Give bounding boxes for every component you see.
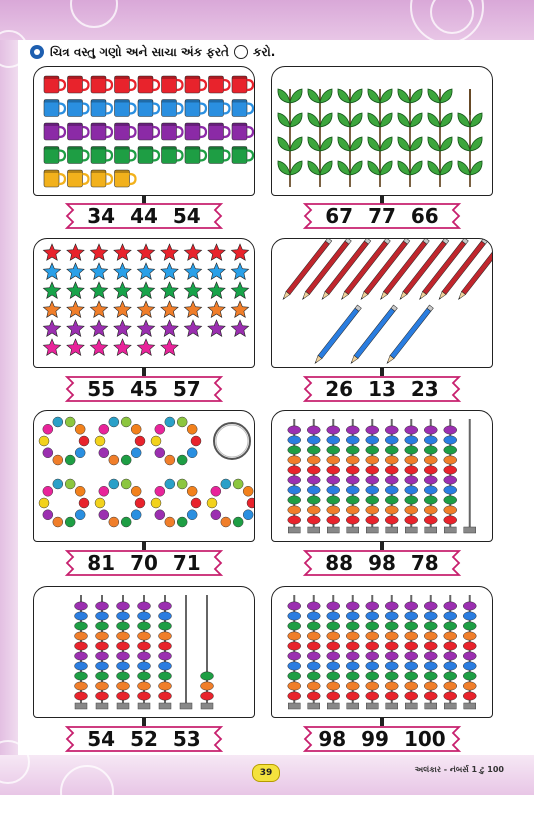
exercise-1-options bbox=[61, 202, 227, 230]
bead-rings-illustration bbox=[34, 411, 254, 541]
option-3[interactable]: 78 bbox=[410, 551, 439, 575]
option-2[interactable]: 52 bbox=[130, 727, 158, 751]
exercise-4-picture bbox=[271, 238, 493, 368]
option-2[interactable]: 98 bbox=[368, 551, 396, 575]
abacus-illustration bbox=[272, 587, 492, 717]
instruction-text: ચિત્ર વસ્તુ ગણો અને સાચા અંક ફરતે bbox=[50, 44, 230, 59]
exercise-8-picture bbox=[271, 586, 493, 718]
exercise-1-picture bbox=[33, 66, 255, 196]
page-number: 39 bbox=[252, 764, 280, 782]
book-title: અલંકાર - નંબર્સ 1 ટુ 100 bbox=[414, 765, 504, 774]
option-3[interactable]: 100 bbox=[403, 727, 446, 751]
cups-illustration bbox=[34, 67, 254, 195]
option-1[interactable]: 55 bbox=[87, 377, 116, 401]
abacus-illustration bbox=[34, 587, 254, 717]
exercise-3-picture bbox=[33, 238, 255, 368]
exercise-6-options bbox=[299, 549, 465, 577]
exercise-7-picture bbox=[33, 586, 255, 718]
exercise-5-picture bbox=[33, 410, 255, 542]
exercise-3-options bbox=[61, 375, 227, 403]
option-1[interactable]: 26 bbox=[325, 377, 354, 401]
exercise-2-options bbox=[299, 202, 465, 230]
option-3[interactable]: 71 bbox=[172, 551, 201, 575]
option-3[interactable]: 54 bbox=[172, 204, 201, 228]
option-1[interactable]: 54 bbox=[87, 727, 116, 751]
plants-illustration bbox=[272, 67, 492, 195]
option-1[interactable]: 88 bbox=[325, 551, 354, 575]
exercise-6-picture bbox=[271, 410, 493, 542]
option-2[interactable]: 77 bbox=[368, 204, 396, 228]
instruction bbox=[30, 42, 275, 62]
exercise-5-options bbox=[61, 549, 227, 577]
option-1[interactable]: 67 bbox=[325, 204, 354, 228]
option-2[interactable]: 13 bbox=[368, 377, 396, 401]
option-3[interactable]: 66 bbox=[410, 204, 439, 228]
decor-ring bbox=[60, 765, 114, 819]
option-2[interactable]: 70 bbox=[130, 551, 158, 575]
pencils-illustration bbox=[272, 239, 492, 367]
left-decorative-band bbox=[0, 40, 18, 795]
option-3[interactable]: 57 bbox=[172, 377, 201, 401]
stars-illustration bbox=[34, 239, 254, 367]
instruction-text-end: કરો. bbox=[253, 44, 276, 59]
option-1[interactable]: 34 bbox=[87, 204, 116, 228]
option-1[interactable]: 81 bbox=[87, 551, 116, 575]
option-2[interactable]: 44 bbox=[130, 204, 158, 228]
option-2[interactable]: 99 bbox=[361, 727, 389, 751]
option-1[interactable]: 98 bbox=[318, 727, 347, 751]
circle-icon bbox=[234, 45, 248, 59]
option-2[interactable]: 45 bbox=[130, 377, 158, 401]
abacus-illustration bbox=[272, 411, 492, 541]
bullet-icon bbox=[30, 45, 44, 59]
exercise-2-picture bbox=[271, 66, 493, 196]
exercise-7-options bbox=[61, 725, 227, 753]
exercise-4-options bbox=[299, 375, 465, 403]
option-3[interactable]: 23 bbox=[410, 377, 439, 401]
exercise-8-options bbox=[299, 725, 465, 753]
option-3[interactable]: 53 bbox=[172, 727, 201, 751]
